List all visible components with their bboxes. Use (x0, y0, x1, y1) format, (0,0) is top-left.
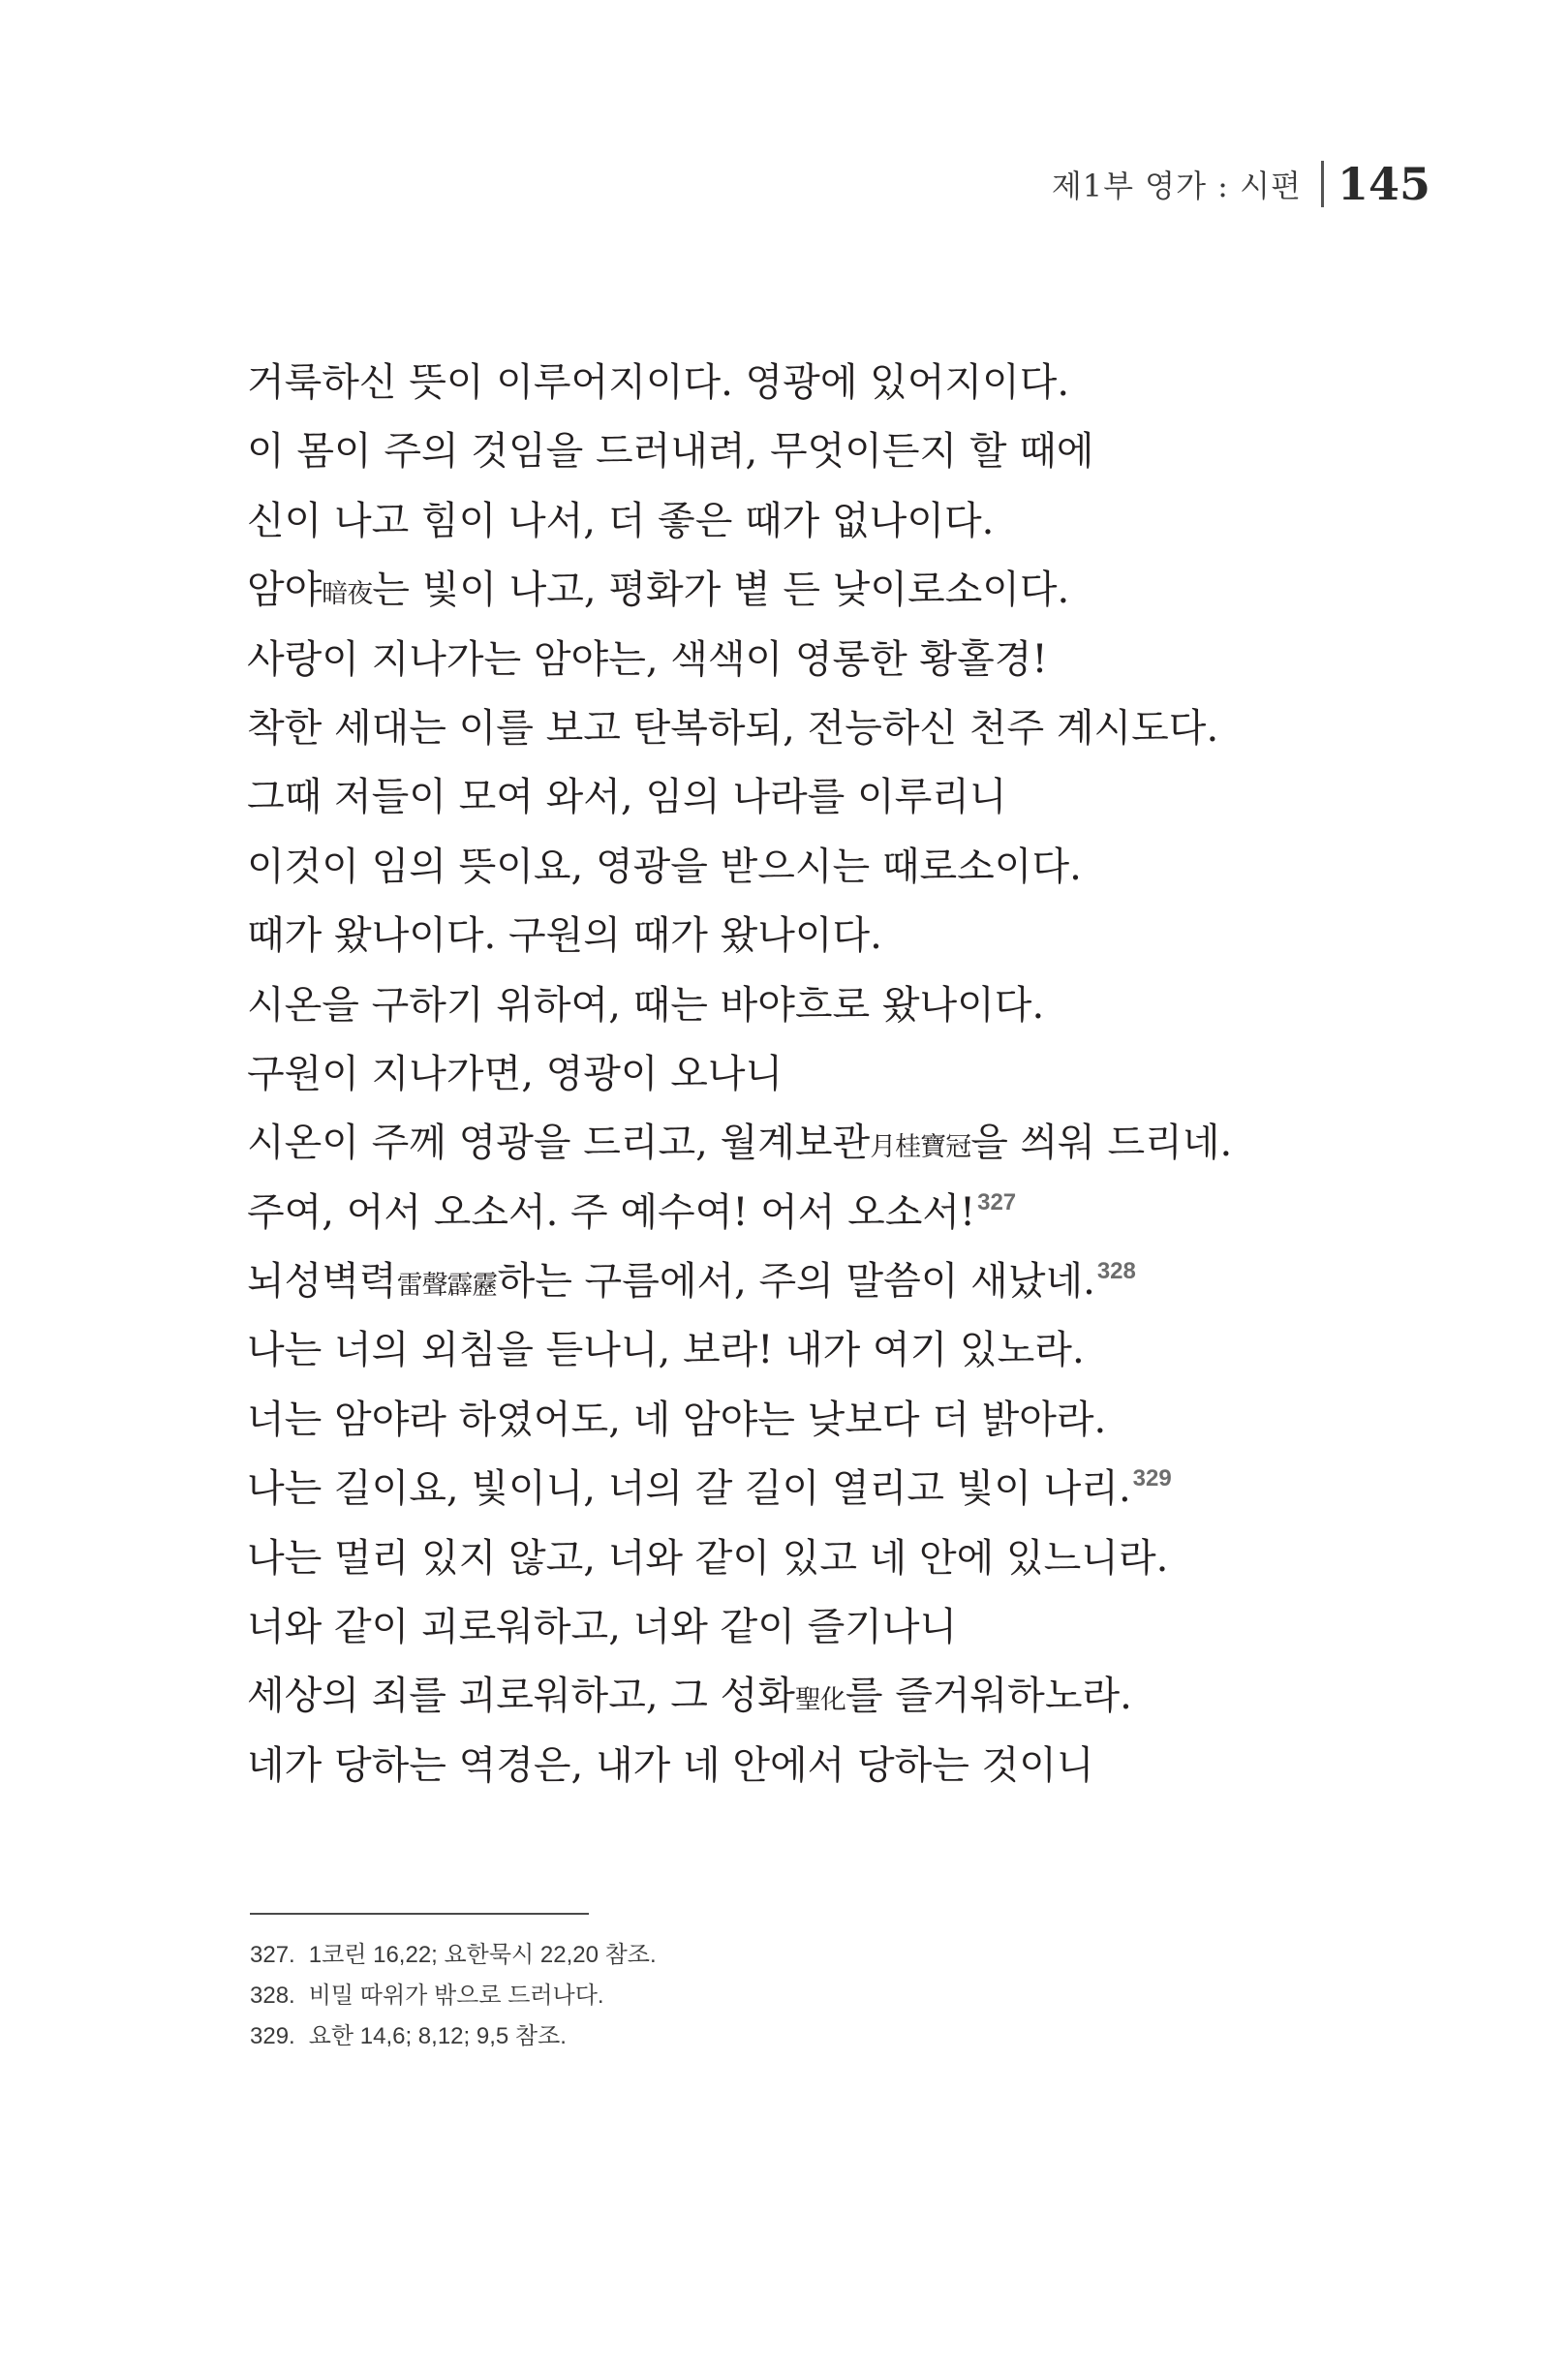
verse-line (247, 902, 1390, 970)
footnote-ref: 329 (1132, 1465, 1172, 1492)
verse-text: 암야 (247, 568, 323, 613)
verse-text: 이 몸이 주의 것임을 드러내려, 무엇이든지 할 때에 (247, 429, 1094, 475)
footnote-text: 요한 14,6; 8,12; 9,5 참조. (308, 2023, 567, 2049)
verse-line (247, 1662, 1390, 1731)
verse-body (247, 349, 1390, 1800)
running-head (1052, 150, 1430, 218)
footnote-text: 1코린 16,22; 요한묵시 22,20 참조. (308, 1942, 657, 1968)
footnote (250, 1976, 657, 2016)
verse-text: 시온을 구하기 위하여, 때는 바야흐로 왔나이다. (247, 982, 1045, 1028)
verse-line (247, 556, 1390, 625)
footnotes (250, 1935, 657, 2057)
verse-line (247, 1316, 1390, 1385)
footnote (250, 2016, 657, 2057)
verse-text: 착한 세대는 이를 보고 탄복하되, 전능하신 천주 계시도다. (247, 705, 1219, 751)
verse-text: 때가 왔나이다. 구원의 때가 왔나이다. (247, 913, 882, 959)
verse-text: 세상의 죄를 괴로워하고, 그 성화 (247, 1674, 795, 1719)
hanja-gloss: 暗夜 (322, 579, 373, 610)
footnote-number: 328. (250, 1983, 295, 2009)
footnote-number: 327. (250, 1942, 295, 1968)
verse-line (247, 349, 1390, 417)
verse-text: 구원이 지나가면, 영광이 오나니 (247, 1051, 784, 1096)
verse-text: 하는 구름에서, 주의 말씀이 새났네. (497, 1259, 1095, 1305)
verse-line (247, 1109, 1390, 1178)
section-title: 제1부 영가 : 시편 (1051, 168, 1302, 204)
verse-text: 거룩하신 뜻이 이루어지이다. 영광에 있어지이다. (247, 360, 1070, 405)
verse-line (247, 1247, 1390, 1316)
verse-line (247, 417, 1390, 486)
verse-text: 을 씌워 드리네. (970, 1121, 1233, 1166)
verse-text: 를 즐거워하노라. (845, 1674, 1132, 1719)
verse-line (247, 1455, 1390, 1523)
verse-text: 이것이 임의 뜻이요, 영광을 받으시는 때로소이다. (247, 844, 1082, 889)
verse-line (247, 1040, 1390, 1109)
verse-text: 나는 너의 외침을 듣나니, 보라! 내가 여기 있노라. (247, 1328, 1085, 1373)
verse-line (247, 626, 1390, 694)
verse-line (247, 833, 1390, 902)
footnote-divider (250, 1913, 589, 1915)
verse-line (247, 763, 1390, 832)
verse-line (247, 487, 1390, 556)
footnote-ref: 327 (977, 1188, 1017, 1215)
verse-line (247, 1593, 1390, 1662)
verse-line (247, 694, 1390, 763)
footnote-number: 329. (250, 2023, 295, 2049)
verse-line (247, 1524, 1390, 1593)
verse-text: 너와 같이 괴로워하고, 너와 같이 즐기나니 (247, 1605, 958, 1650)
verse-line (247, 1732, 1390, 1800)
hanja-gloss: 雷聲霹靂 (396, 1271, 498, 1302)
verse-text: 나는 길이요, 빛이니, 너의 갈 길이 열리고 빛이 나리. (247, 1466, 1131, 1512)
verse-text: 네가 당하는 역경은, 내가 네 안에서 당하는 것이니 (247, 1742, 1094, 1788)
verse-line (247, 1386, 1390, 1455)
verse-text: 뇌성벽력 (247, 1259, 397, 1305)
verse-line (247, 971, 1390, 1040)
header-divider (1321, 161, 1324, 207)
verse-text: 나는 멀리 있지 않고, 너와 같이 있고 네 안에 있느니라. (247, 1535, 1169, 1581)
verse-line (247, 1179, 1390, 1247)
verse-text: 사랑이 지나가는 암야는, 색색이 영롱한 황홀경! (247, 636, 1048, 682)
page-number: 145 (1337, 158, 1430, 210)
verse-text: 신이 나고 힘이 나서, 더 좋은 때가 없나이다. (247, 498, 995, 543)
verse-text: 는 빛이 나고, 평화가 볕 든 낮이로소이다. (372, 568, 1070, 613)
hanja-gloss: 聖化 (794, 1685, 845, 1716)
footnote (250, 1935, 657, 1976)
footnote-ref: 328 (1096, 1258, 1136, 1285)
verse-text: 그때 저들이 모여 와서, 임의 나라를 이루리니 (247, 775, 1007, 820)
verse-text: 너는 암야라 하였어도, 네 암야는 낮보다 더 밝아라. (247, 1397, 1107, 1442)
verse-text: 주여, 어서 오소서. 주 예수여! 어서 오소서! (247, 1189, 976, 1235)
verse-text: 시온이 주께 영광을 드리고, 월계보관 (247, 1121, 871, 1166)
footnote-text: 비밀 따위가 밖으로 드러나다. (308, 1983, 604, 2009)
hanja-gloss: 月桂寶冠 (870, 1132, 971, 1163)
